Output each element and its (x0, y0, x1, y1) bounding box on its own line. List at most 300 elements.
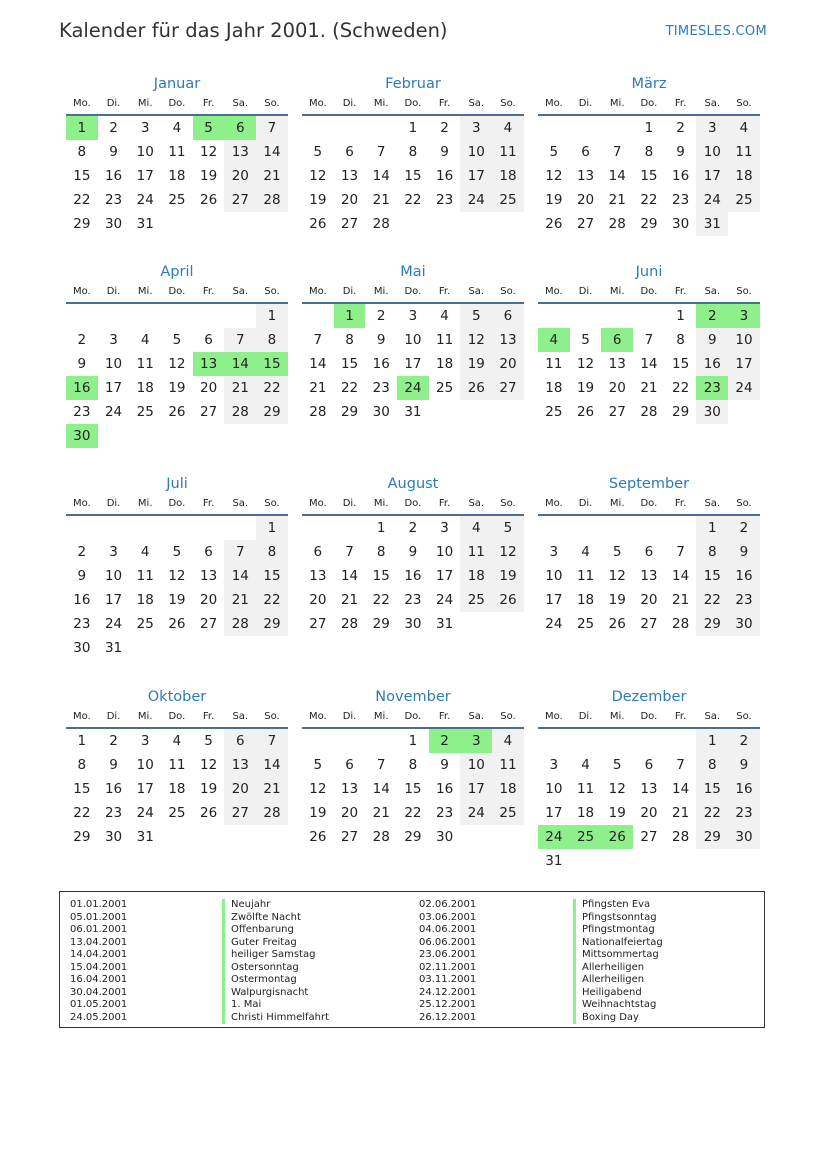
day-cell: 17 (460, 777, 492, 801)
weekday-label: Sa. (232, 711, 249, 722)
day-cell: 28 (224, 612, 256, 636)
day-cell: 29 (672, 404, 690, 420)
day-cell: 26 (545, 216, 563, 232)
day-cell: 23 (404, 592, 422, 608)
empty-cell (601, 729, 633, 753)
day-cell: 31 (545, 853, 563, 869)
day-cell: 7 (345, 544, 354, 560)
legend-holiday-name: Allerheiligen (573, 962, 663, 975)
day-cell: 25 (136, 404, 154, 420)
day-cell: 12 (200, 144, 218, 160)
day-cell: 18 (492, 777, 524, 801)
day-cell: 11 (492, 140, 524, 164)
day-cell: 4 (460, 516, 492, 540)
day-cell: 9 (440, 757, 449, 773)
day-cell: 10 (136, 144, 154, 160)
day-cell: 4 (440, 308, 449, 324)
day-cell: 14 (608, 168, 626, 184)
day-grid (66, 729, 288, 849)
holiday-day-cell: 26 (601, 825, 633, 849)
weekday-label: Di. (578, 98, 593, 109)
day-cell: 22 (340, 380, 359, 396)
day-cell: 20 (340, 192, 359, 208)
weekday-label: Do. (168, 711, 186, 722)
holiday-day-cell: 1 (334, 304, 366, 328)
day-cell: 28 (256, 801, 288, 825)
empty-cell (601, 116, 633, 140)
day-cell: 27 (340, 216, 359, 232)
empty-cell (601, 304, 633, 328)
holiday-day-cell: 3 (728, 304, 760, 328)
day-cell: 28 (340, 616, 359, 632)
day-cell: 26 (460, 376, 492, 400)
empty-cell (66, 304, 98, 328)
day-cell: 22 (372, 592, 390, 608)
day-cell: 6 (345, 757, 354, 773)
weekday-label: Fr. (438, 98, 451, 109)
day-cell: 29 (256, 612, 288, 636)
day-cell: 4 (492, 729, 524, 753)
weekday-label: Mo. (72, 711, 91, 722)
weekday-header (302, 96, 524, 116)
day-cell: 25 (545, 404, 563, 420)
day-cell: 29 (73, 216, 91, 232)
day-cell: 4 (581, 757, 590, 773)
day-cell: 19 (608, 592, 626, 608)
day-cell: 26 (200, 192, 218, 208)
day-grid (66, 304, 288, 448)
day-cell: 21 (640, 380, 658, 396)
empty-cell (365, 116, 397, 140)
weekday-label: Di. (106, 711, 121, 722)
weekday-label: So. (264, 286, 280, 297)
weekday-label: Mo. (308, 286, 327, 297)
weekday-label: Sa. (468, 98, 485, 109)
month-name: Januar (153, 76, 201, 92)
day-cell: 22 (640, 192, 658, 208)
day-cell: 13 (640, 781, 658, 797)
weekday-label: Sa. (704, 98, 721, 109)
day-cell: 17 (545, 805, 563, 821)
legend-holiday-name: Guter Freitag (222, 937, 329, 950)
day-cell: 18 (168, 168, 186, 184)
day-cell: 10 (545, 781, 563, 797)
day-cell: 28 (372, 216, 390, 232)
empty-cell (129, 304, 161, 328)
day-cell: 10 (436, 544, 454, 560)
legend-date: 24.05.2001 (70, 1011, 128, 1023)
day-cell: 6 (492, 304, 524, 328)
month-name: Juni (635, 264, 663, 280)
day-cell: 31 (404, 404, 422, 420)
day-cell: 17 (136, 781, 154, 797)
day-cell: 11 (436, 332, 454, 348)
day-cell: 9 (109, 144, 118, 160)
day-cell: 10 (696, 140, 728, 164)
day-cell: 10 (136, 757, 154, 773)
weekday-label: So. (500, 498, 516, 509)
weekday-label: Sa. (232, 98, 249, 109)
brand-logo[interactable]: TIMESLES.COM (665, 24, 767, 39)
legend-date: 25.12.2001 (419, 999, 477, 1010)
day-cell: 10 (460, 753, 492, 777)
weekday-header (302, 496, 524, 516)
day-cell: 13 (340, 781, 359, 797)
weekday-label: Mo. (72, 286, 91, 297)
empty-cell (66, 516, 98, 540)
legend-column-dates-1 (70, 899, 127, 1024)
legend-holiday-name: Weihnachtstag (573, 999, 663, 1012)
day-cell: 26 (309, 829, 327, 845)
empty-cell (302, 729, 334, 753)
holiday-day-cell: 5 (193, 116, 225, 140)
legend-date: 14.04.2001 (70, 949, 128, 960)
empty-cell (334, 729, 366, 753)
weekday-label: So. (736, 498, 752, 509)
day-cell: 17 (104, 380, 123, 396)
day-cell: 15 (404, 781, 422, 797)
day-cell: 14 (672, 568, 690, 584)
day-cell: 19 (168, 380, 186, 396)
weekday-label: Di. (342, 711, 357, 722)
weekday-label: Di. (578, 711, 593, 722)
day-grid (302, 729, 524, 849)
day-cell: 5 (313, 144, 323, 160)
day-cell: 3 (440, 520, 449, 536)
day-cell: 10 (104, 356, 123, 372)
empty-cell (538, 304, 570, 328)
day-cell: 26 (309, 216, 327, 232)
day-cell: 27 (608, 404, 626, 420)
day-cell: 7 (612, 144, 622, 160)
holiday-day-cell: 4 (538, 328, 570, 352)
weekday-label: Do. (168, 286, 186, 297)
day-cell: 11 (168, 757, 186, 773)
weekday-label: So. (736, 711, 752, 722)
legend-date: 04.06.2001 (419, 924, 477, 935)
holiday-day-cell: 16 (66, 376, 98, 400)
day-cell: 16 (436, 168, 454, 184)
legend-date: 06.01.2001 (70, 924, 128, 935)
weekday-header (538, 96, 760, 116)
month-september (538, 472, 760, 636)
month-mai (302, 260, 524, 424)
weekday-header (66, 284, 288, 304)
day-cell: 26 (200, 805, 218, 821)
day-cell: 1 (644, 120, 654, 136)
empty-cell (129, 516, 161, 540)
legend-date: 26.12.2001 (419, 1011, 477, 1023)
day-cell: 2 (77, 544, 87, 560)
legend-holiday-name: Mittsommertag (573, 949, 663, 962)
weekday-label: Mo. (308, 98, 327, 109)
day-cell: 5 (204, 733, 213, 749)
day-cell: 3 (549, 757, 559, 773)
legend-date: 01.05.2001 (70, 999, 128, 1010)
day-cell: 7 (376, 144, 386, 160)
weekday-header (66, 709, 288, 729)
day-cell: 23 (73, 404, 91, 420)
day-cell: 23 (728, 588, 760, 612)
holiday-day-cell: 13 (193, 352, 225, 376)
month-name: November (375, 689, 451, 705)
day-cell: 13 (492, 328, 524, 352)
day-cell: 21 (372, 192, 390, 208)
day-cell: 4 (581, 544, 590, 560)
day-cell: 27 (576, 216, 595, 232)
weekday-header (302, 709, 524, 729)
month-name: April (160, 264, 194, 280)
legend-holiday-name: Boxing Day (573, 1012, 663, 1025)
legend-holiday-name: Walpurgisnacht (222, 987, 329, 1000)
holiday-day-cell: 6 (224, 116, 256, 140)
legend-holiday-name: Christi Himmelfahrt (222, 1012, 329, 1025)
day-cell: 6 (644, 544, 654, 560)
day-cell: 8 (644, 144, 654, 160)
month-oktober (66, 685, 288, 849)
day-cell: 21 (224, 588, 256, 612)
day-cell: 25 (576, 616, 595, 632)
day-cell: 14 (672, 781, 690, 797)
day-cell: 29 (696, 612, 728, 636)
day-cell: 15 (640, 168, 658, 184)
day-cell: 1 (77, 733, 87, 749)
day-cell: 20 (309, 592, 327, 608)
day-cell: 15 (73, 781, 91, 797)
weekday-header (66, 96, 288, 116)
day-cell: 9 (109, 757, 118, 773)
day-cell: 9 (728, 753, 760, 777)
month-name: Dezember (611, 689, 687, 705)
day-cell: 15 (696, 777, 728, 801)
day-cell: 25 (136, 616, 154, 632)
legend-date: 03.06.2001 (419, 911, 477, 923)
legend-date: 30.04.2001 (70, 986, 128, 998)
legend-column-names-1 (222, 899, 329, 1024)
day-cell: 8 (256, 328, 288, 352)
day-cell: 21 (256, 777, 288, 801)
day-cell: 24 (696, 188, 728, 212)
day-cell: 27 (309, 616, 327, 632)
legend-holiday-name: Pfingstsonntag (573, 912, 663, 925)
weekday-label: So. (500, 286, 516, 297)
weekday-label: So. (264, 498, 280, 509)
legend-holiday-name: heiliger Samstag (222, 949, 329, 962)
weekday-label: So. (500, 98, 516, 109)
day-cell: 16 (672, 168, 690, 184)
day-cell: 5 (492, 516, 524, 540)
day-cell: 14 (372, 168, 390, 184)
day-cell: 22 (256, 376, 288, 400)
day-cell: 28 (372, 829, 390, 845)
day-cell: 21 (608, 192, 626, 208)
day-cell: 15 (256, 564, 288, 588)
empty-cell (538, 516, 570, 540)
weekday-label: Fr. (202, 498, 215, 509)
day-cell: 4 (728, 116, 760, 140)
day-cell: 11 (728, 140, 760, 164)
day-cell: 19 (576, 380, 595, 396)
day-cell: 23 (436, 805, 454, 821)
weekday-label: Mi. (137, 498, 153, 509)
day-cell: 18 (492, 164, 524, 188)
weekday-label: Fr. (674, 711, 687, 722)
month-name: August (387, 476, 439, 492)
day-cell: 15 (372, 568, 390, 584)
day-cell: 30 (73, 640, 91, 656)
empty-cell (538, 729, 570, 753)
day-cell: 24 (436, 592, 454, 608)
day-cell: 30 (104, 216, 123, 232)
day-cell: 2 (728, 516, 760, 540)
weekday-label: Do. (404, 286, 422, 297)
day-cell: 6 (345, 144, 354, 160)
legend-date: 16.04.2001 (70, 974, 128, 985)
weekday-label: Mo. (72, 98, 91, 109)
month-august (302, 472, 524, 636)
day-grid (538, 729, 760, 873)
day-cell: 30 (672, 216, 690, 232)
month-name: Februar (385, 76, 441, 92)
day-cell: 19 (200, 168, 218, 184)
day-cell: 4 (140, 332, 150, 348)
day-cell: 14 (224, 564, 256, 588)
month-dezember (538, 685, 760, 873)
day-cell: 7 (676, 544, 685, 560)
empty-cell (570, 304, 602, 328)
legend-date: 02.11.2001 (419, 961, 477, 973)
day-cell: 17 (728, 352, 760, 376)
empty-cell (161, 304, 193, 328)
day-cell: 2 (109, 120, 118, 136)
day-cell: 6 (644, 757, 654, 773)
legend-holiday-name: Pfingstmontag (573, 924, 663, 937)
day-cell: 18 (728, 164, 760, 188)
weekday-label: Do. (640, 498, 658, 509)
day-cell: 16 (696, 352, 728, 376)
weekday-label: Mi. (137, 711, 153, 722)
day-cell: 22 (696, 801, 728, 825)
weekday-label: Mi. (609, 498, 625, 509)
day-cell: 9 (696, 328, 728, 352)
weekday-label: Mi. (373, 498, 389, 509)
day-cell: 1 (696, 729, 728, 753)
weekday-label: Sa. (704, 286, 721, 297)
day-cell: 9 (676, 144, 685, 160)
weekday-label: Fr. (202, 286, 215, 297)
day-cell: 31 (696, 212, 728, 236)
weekday-label: Sa. (704, 498, 721, 509)
day-cell: 14 (256, 753, 288, 777)
day-cell: 18 (576, 592, 595, 608)
day-cell: 17 (136, 168, 154, 184)
holiday-day-cell: 15 (256, 352, 288, 376)
day-cell: 3 (460, 116, 492, 140)
day-cell: 28 (224, 400, 256, 424)
day-cell: 9 (77, 568, 87, 584)
legend-date: 01.01.2001 (70, 899, 128, 910)
day-cell: 22 (672, 380, 690, 396)
day-cell: 7 (256, 729, 288, 753)
empty-cell (538, 116, 570, 140)
day-cell: 21 (672, 592, 690, 608)
day-cell: 28 (256, 188, 288, 212)
day-cell: 20 (608, 380, 626, 396)
day-cell: 8 (77, 757, 87, 773)
weekday-label: Mo. (544, 286, 563, 297)
page-title: Kalender für das Jahr 2001. (Schweden) (59, 19, 448, 42)
month-name: März (631, 76, 667, 92)
day-cell: 12 (460, 328, 492, 352)
day-cell: 10 (404, 332, 422, 348)
legend-holiday-name: Zwölfte Nacht (222, 912, 329, 925)
weekday-label: Mi. (137, 98, 153, 109)
day-cell: 20 (640, 805, 658, 821)
empty-cell (633, 304, 665, 328)
day-cell: 20 (200, 592, 218, 608)
day-cell: 16 (372, 356, 390, 372)
empty-cell (633, 729, 665, 753)
day-cell: 8 (696, 540, 728, 564)
holiday-day-cell: 3 (460, 729, 492, 753)
day-cell: 3 (109, 544, 118, 560)
day-cell: 13 (340, 168, 359, 184)
day-cell: 25 (728, 188, 760, 212)
month-name: Juli (166, 476, 188, 492)
weekday-header (538, 284, 760, 304)
legend-column-names-2 (573, 899, 663, 1024)
day-cell: 29 (372, 616, 390, 632)
day-cell: 20 (492, 352, 524, 376)
empty-cell (193, 516, 225, 540)
weekday-label: Do. (404, 711, 422, 722)
day-cell: 3 (408, 308, 418, 324)
weekday-label: Di. (106, 498, 121, 509)
weekday-label: Di. (106, 98, 121, 109)
day-cell: 16 (436, 781, 454, 797)
month-name: Oktober (147, 689, 207, 705)
day-cell: 20 (200, 380, 218, 396)
legend-holiday-name: Heiligabend (573, 987, 663, 1000)
day-cell: 7 (376, 757, 386, 773)
weekday-label: Di. (578, 498, 593, 509)
weekday-label: Do. (168, 98, 186, 109)
day-cell: 7 (224, 328, 256, 352)
day-cell: 18 (460, 564, 492, 588)
day-cell: 26 (168, 404, 186, 420)
day-cell: 24 (460, 188, 492, 212)
empty-cell (633, 516, 665, 540)
day-cell: 1 (408, 733, 418, 749)
empty-cell (334, 116, 366, 140)
day-cell: 31 (136, 829, 154, 845)
weekday-label: Fr. (674, 286, 687, 297)
day-grid (302, 304, 524, 424)
day-cell: 10 (104, 568, 123, 584)
weekday-label: Do. (404, 98, 422, 109)
day-cell: 22 (73, 805, 91, 821)
empty-cell (365, 729, 397, 753)
day-cell: 7 (313, 332, 323, 348)
weekday-header (302, 284, 524, 304)
legend-holiday-name: Ostermontag (222, 974, 329, 987)
day-cell: 8 (376, 544, 386, 560)
month-juli (66, 472, 288, 660)
holiday-day-cell: 1 (66, 116, 98, 140)
day-cell: 3 (140, 120, 150, 136)
day-cell: 13 (608, 356, 626, 372)
day-cell: 28 (672, 829, 690, 845)
